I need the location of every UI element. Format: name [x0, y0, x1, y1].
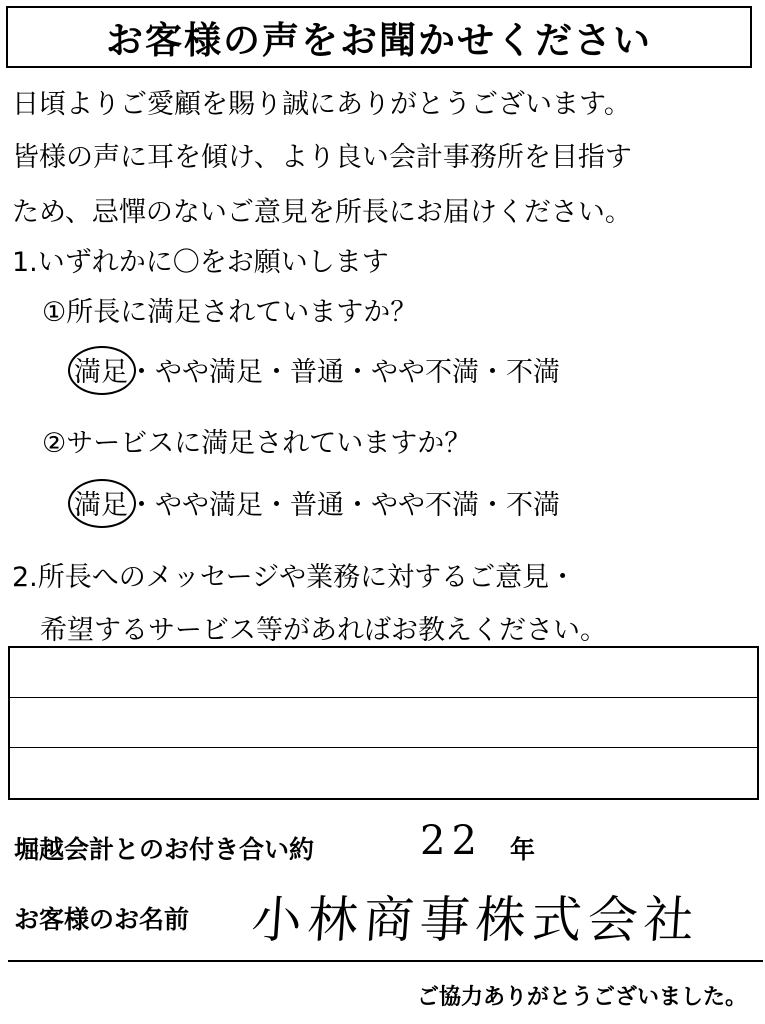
page-title: お客様の声をお聞かせください — [106, 19, 652, 62]
comment-row-1[interactable] — [10, 648, 757, 698]
option-q1-3[interactable]: 普通 — [290, 357, 344, 388]
option-q2-3[interactable]: 普通 — [290, 490, 344, 521]
section2-heading: 2.所長へのメッセージや業務に対するご意見・ — [12, 562, 577, 593]
thanks-text: ご協力ありがとうございました。 — [416, 985, 747, 1010]
comment-box[interactable] — [8, 646, 759, 800]
years-value[interactable]: 22 — [420, 818, 483, 864]
option-q2-2[interactable]: やや満足 — [155, 490, 263, 521]
separator: ・ — [344, 490, 371, 521]
option-q2-4[interactable]: やや不満 — [371, 490, 479, 521]
separator: ・ — [479, 490, 506, 521]
title-box — [6, 6, 752, 68]
intro-line-3: ため、忌憚のないご意見を所長にお届けください。 — [12, 197, 632, 228]
option-q2-5[interactable]: 不満 — [506, 490, 560, 521]
question-1: ①所長に満足されていますか？ — [42, 297, 418, 328]
years-unit: 年 — [510, 835, 536, 864]
separator: ・ — [344, 357, 371, 388]
comment-row-3[interactable] — [10, 748, 757, 798]
separator: ・ — [128, 490, 155, 521]
options-q2 — [74, 483, 560, 522]
section1-heading: 1.いずれかに〇をお願いします — [12, 247, 389, 278]
intro-line-2: 皆様の声に耳を傾け、より良い会計事務所を目指す — [12, 142, 632, 173]
separator: ・ — [128, 357, 155, 388]
selected-option-q2[interactable]: 満足 — [74, 483, 128, 522]
separator: ・ — [479, 357, 506, 388]
question-2: ②サービスに満足されていますか？ — [42, 428, 472, 459]
comment-row-2[interactable] — [10, 698, 757, 748]
customer-name[interactable]: 小林商事株式会社 — [249, 891, 702, 949]
separator: ・ — [263, 490, 290, 521]
option-q1-5[interactable]: 不満 — [506, 357, 560, 388]
option-q1-2[interactable]: やや満足 — [155, 357, 263, 388]
name-label: お客様のお名前 — [14, 905, 190, 934]
separator: ・ — [263, 357, 290, 388]
years-label: 堀越会計とのお付き合い約 — [14, 835, 315, 864]
name-underline — [8, 960, 763, 962]
options-q1 — [74, 350, 560, 389]
selected-option-q1[interactable]: 満足 — [74, 350, 128, 389]
section2-heading-2: 希望するサービス等があればお教えください。 — [40, 615, 607, 646]
intro-line-1: 日頃よりご愛顧を賜り誠にありがとうございます。 — [12, 89, 631, 120]
option-q1-4[interactable]: やや不満 — [371, 357, 479, 388]
